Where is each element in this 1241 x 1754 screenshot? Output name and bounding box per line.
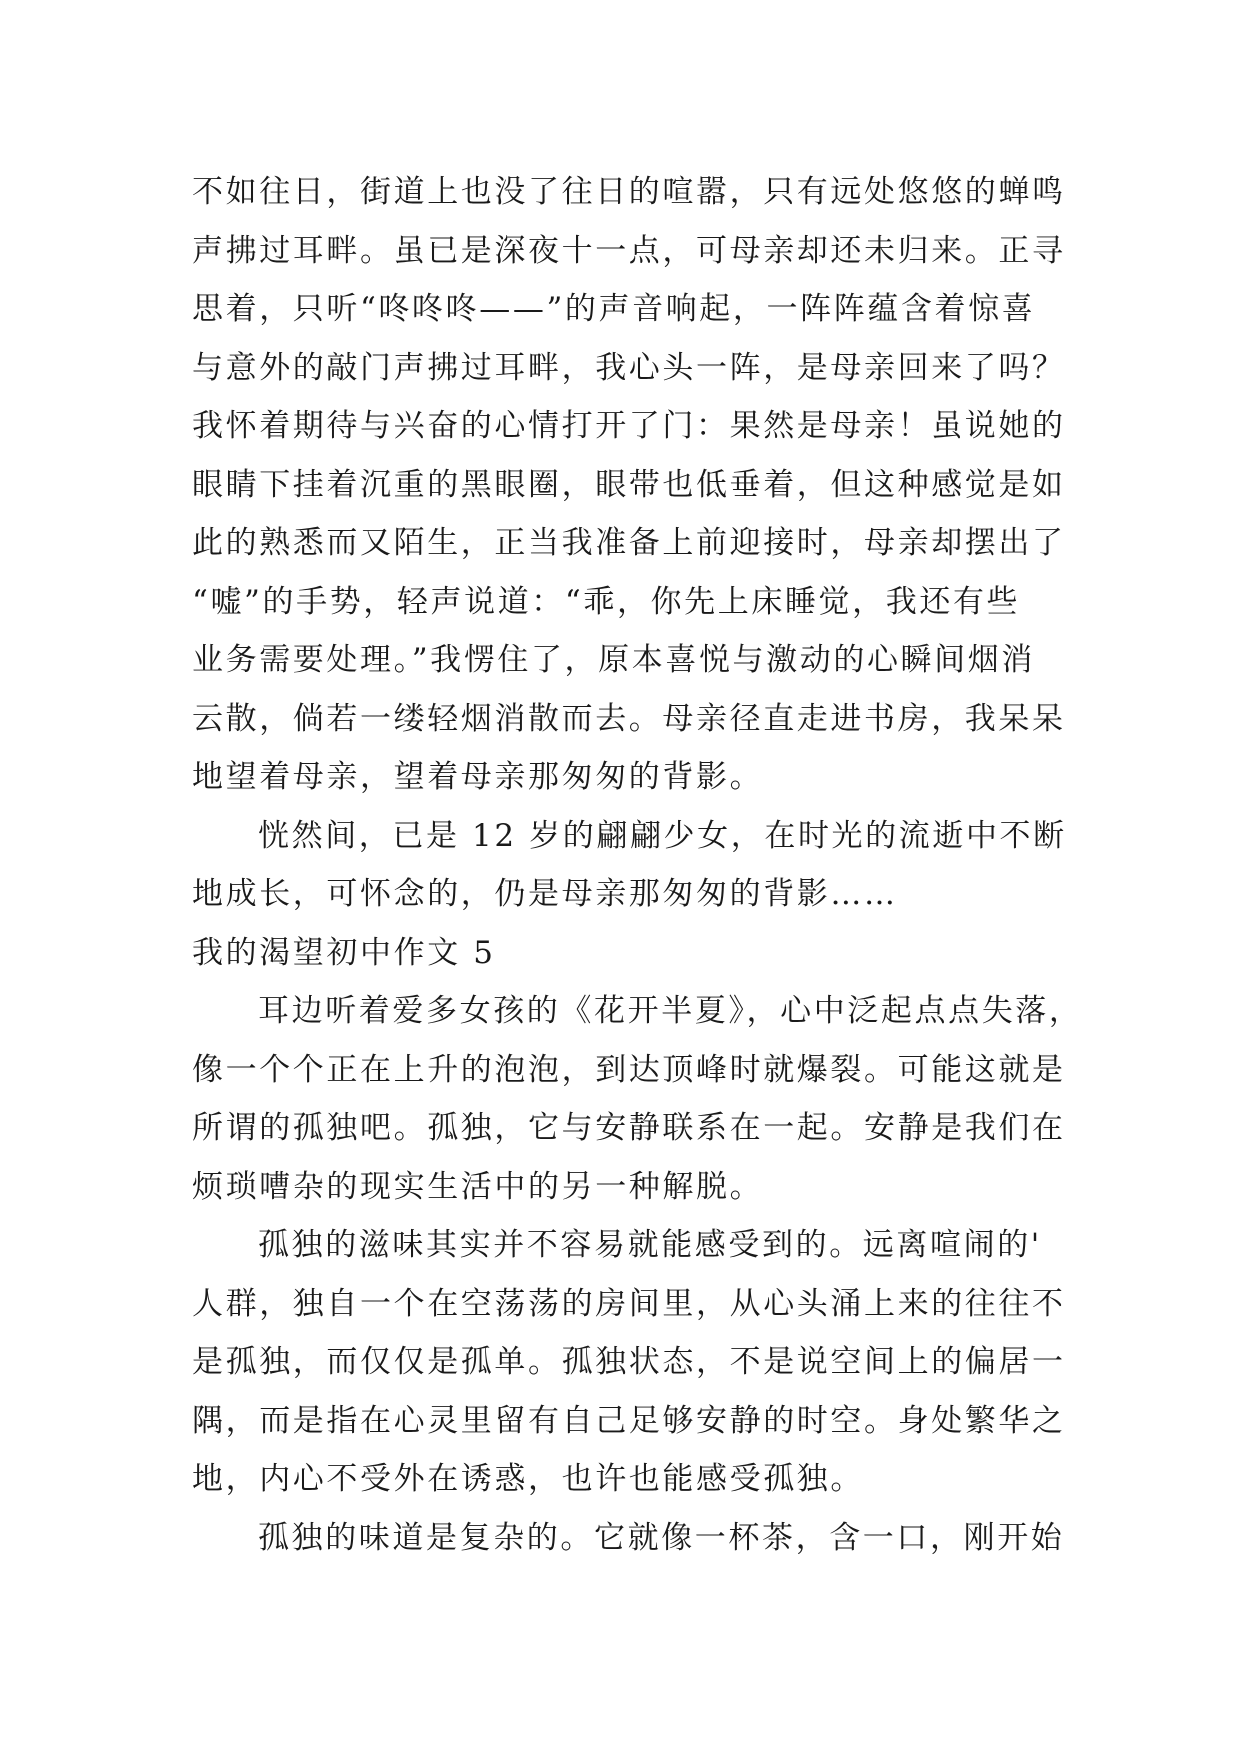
text-line: 恍然间，已是 12 岁的翩翩少女，在时光的流逝中不断 bbox=[258, 817, 1067, 854]
text-line: 眼睛下挂着沉重的黑眼圈，眼带也低垂着，但这种感觉是如 bbox=[192, 466, 1066, 503]
text-line: 云散，倘若一缕轻烟消散而去。母亲径直走进书房，我呆呆 bbox=[192, 700, 1066, 737]
text-line: 地成长，可怀念的，仍是母亲那匆匆的背影…… bbox=[192, 876, 898, 912]
text-line: 思着，只听“咚咚咚——”的声音响起，一阵阵蕴含着惊喜 bbox=[192, 291, 1036, 327]
text-line: 烦琐嘈杂的现实生活中的另一种解脱。 bbox=[192, 1168, 764, 1205]
text-line: 我怀着期待与兴奋的心情打开了门：果然是母亲！虽说她的 bbox=[192, 408, 1066, 444]
text-line: 与意外的敲门声拂过耳畔，我心头一阵，是母亲回来了吗？ bbox=[192, 349, 1066, 386]
text-line: 耳边听着爱多女孩的《花开半夏》，心中泛起点点失落， bbox=[258, 993, 1083, 1029]
paragraph-5 bbox=[192, 1509, 1065, 1568]
paragraph-3 bbox=[192, 982, 1083, 1216]
paragraph-1 bbox=[192, 163, 1066, 807]
text-line: 地望着母亲，望着母亲那匆匆的背影。 bbox=[192, 759, 764, 795]
text-line: 孤独的滋味其实并不容易就能感受到的。远离喧闹的' bbox=[258, 1227, 1042, 1263]
document-body bbox=[192, 163, 1083, 1567]
text-line: 不如往日，街道上也没了往日的喧嚣，只有远处悠悠的蝉鸣 bbox=[192, 174, 1066, 210]
text-line: 声拂过耳畔。虽已是深夜十一点，可母亲却还未归来。正寻 bbox=[192, 232, 1066, 269]
text-line: 孤独的味道是复杂的。它就像一杯茶，含一口，刚开始 bbox=[258, 1519, 1065, 1556]
text-line: 隅，而是指在心灵里留有自己足够安静的时空。身处繁华之 bbox=[192, 1402, 1066, 1439]
text-line: “嘘”的手势，轻声说道：“乖，你先上床睡觉，我还有些 bbox=[192, 583, 1021, 620]
paragraph-2 bbox=[192, 807, 1067, 924]
text-line: 是孤独，而仅仅是孤单。孤独状态，不是说空间上的偏居一 bbox=[192, 1344, 1066, 1380]
text-line: 所谓的孤独吧。孤独，它与安静联系在一起。安静是我们在 bbox=[192, 1110, 1066, 1146]
text-line: 像一个个正在上升的泡泡，到达顶峰时就爆裂。可能这就是 bbox=[192, 1051, 1066, 1088]
text-line: 此的熟悉而又陌生，正当我准备上前迎接时，母亲却摆出了 bbox=[192, 525, 1066, 561]
text-line: 业务需要处理。”我愣住了，原本喜悦与激动的心瞬间烟消 bbox=[192, 642, 1035, 678]
text-line: 地，内心不受外在诱惑，也许也能感受孤独。 bbox=[192, 1461, 864, 1497]
paragraph-4 bbox=[192, 1216, 1066, 1509]
text-line: 人群，独自一个在空荡荡的房间里，从心头涌上来的往往不 bbox=[192, 1285, 1066, 1322]
section-heading: 我的渴望初中作文 5 bbox=[192, 934, 496, 971]
